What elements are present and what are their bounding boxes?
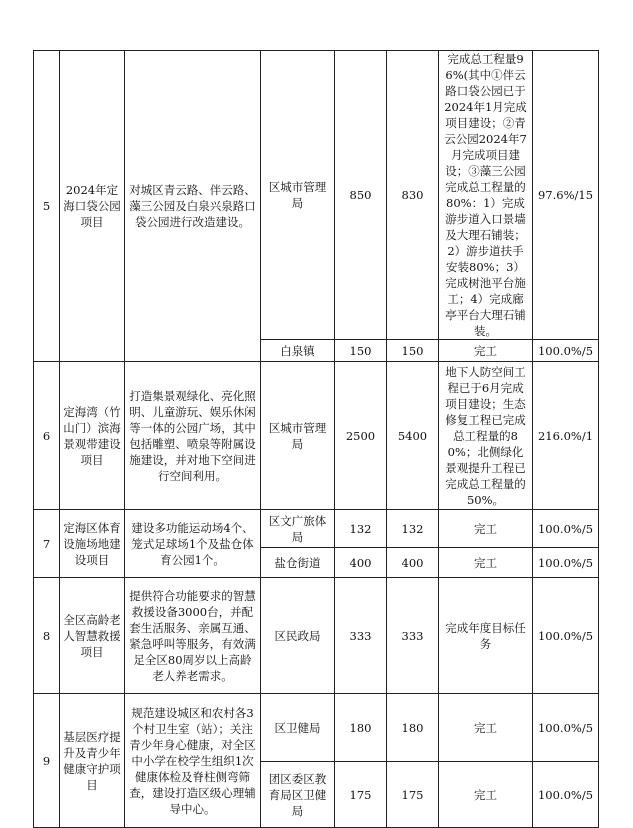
planned-investment: 333 <box>335 578 387 694</box>
completion-rate: 100.0%/5 <box>533 762 599 828</box>
completion-rate: 100.0%/5 <box>533 548 599 578</box>
responsible-unit: 盐仓街道 <box>261 548 335 578</box>
responsible-unit: 白泉镇 <box>261 340 335 362</box>
project-name: 基层医疗提升及青少年健康守护项目 <box>60 694 125 828</box>
completion-rate: 100.0%/5 <box>533 694 599 762</box>
planned-investment: 180 <box>335 694 387 762</box>
progress-description: 完工 <box>439 510 533 548</box>
table-row <box>34 51 599 340</box>
planned-investment: 2500 <box>335 362 387 510</box>
completion-rate: 100.0%/5 <box>533 340 599 362</box>
progress-description: 完成总工程量96%(其中①伴云路口袋公园已于2024年1月完成项目建设；②青云公园2024年7月完成项目建设；③藻三公园完成总工程量的80%：1）完成游步道入口景墙及大理石铺装；2）游步道扶手安装80%；3）完成树池平台施工；4）完成廊亭平台大理石铺装。 <box>439 51 533 340</box>
project-progress-table <box>33 50 599 828</box>
completion-rate: 100.0%/5 <box>533 578 599 694</box>
row-number: 8 <box>34 578 60 694</box>
responsible-unit: 区文广旅体局 <box>261 510 335 548</box>
project-name: 定海湾（竹山门）滨海景观带建设项目 <box>60 362 125 510</box>
progress-description: 完工 <box>439 548 533 578</box>
planned-investment: 175 <box>335 762 387 828</box>
completed-investment: 400 <box>387 548 439 578</box>
table-row <box>34 362 599 510</box>
table-row <box>34 694 599 762</box>
completion-rate: 216.0%/1 <box>533 362 599 510</box>
progress-description: 完成年度目标任务 <box>439 578 533 694</box>
project-content: 提供符合功能要求的智慧救援设备3000台，并配套生活服务、亲属互通、紧急呼叫等服务，有效满足全区80周岁以上高龄老人养老需求。 <box>125 578 261 694</box>
completed-investment: 132 <box>387 510 439 548</box>
table-row <box>34 510 599 548</box>
responsible-unit: 区城市管理局 <box>261 362 335 510</box>
progress-description: 完工 <box>439 694 533 762</box>
completed-investment: 333 <box>387 578 439 694</box>
row-number: 6 <box>34 362 60 510</box>
table-row <box>34 578 599 694</box>
completed-investment: 150 <box>387 340 439 362</box>
project-content: 打造集景观绿化、亮化照明、儿童游玩、娱乐休闲等一体的公园广场，其中包括雕塑、喷泉等附属设施建设，并对地下空间进行空间利用。 <box>125 362 261 510</box>
responsible-unit: 区民政局 <box>261 578 335 694</box>
project-name: 2024年定海口袋公园项目 <box>60 51 125 362</box>
row-number: 5 <box>34 51 60 362</box>
completed-investment: 175 <box>387 762 439 828</box>
completion-rate: 100.0%/5 <box>533 510 599 548</box>
project-name: 定海区体育设施场地建设项目 <box>60 510 125 578</box>
responsible-unit: 区卫健局 <box>261 694 335 762</box>
progress-description: 完工 <box>439 762 533 828</box>
planned-investment: 150 <box>335 340 387 362</box>
row-number: 7 <box>34 510 60 578</box>
row-number: 9 <box>34 694 60 828</box>
planned-investment: 850 <box>335 51 387 340</box>
responsible-unit: 区城市管理局 <box>261 51 335 340</box>
project-content: 对城区青云路、伴云路、藻三公园及白泉兴泉路口袋公园进行改造建设。 <box>125 51 261 362</box>
planned-investment: 132 <box>335 510 387 548</box>
progress-description: 地下人防空间工程已于6月完成项目建设；生态修复工程已完成总工程量的80%；北侧绿化景观提升工程已完成总工程量的50%。 <box>439 362 533 510</box>
project-content: 规范建设城区和农村各3个村卫生室（站）；关注青少年身心健康，对全区中小学在校学生组织1次健康体检及脊柱侧弯筛查，建设打造区级心理辅导中心。 <box>125 694 261 828</box>
completed-investment: 180 <box>387 694 439 762</box>
progress-description: 完工 <box>439 340 533 362</box>
completed-investment: 830 <box>387 51 439 340</box>
project-content: 建设多功能运动场4个、笼式足球场1个及盐仓体育公园1个。 <box>125 510 261 578</box>
project-name: 全区高龄老人智慧救援项目 <box>60 578 125 694</box>
responsible-unit: 团区委区教育局区卫健局 <box>261 762 335 828</box>
completion-rate: 97.6%/15 <box>533 51 599 340</box>
completed-investment: 5400 <box>387 362 439 510</box>
planned-investment: 400 <box>335 548 387 578</box>
